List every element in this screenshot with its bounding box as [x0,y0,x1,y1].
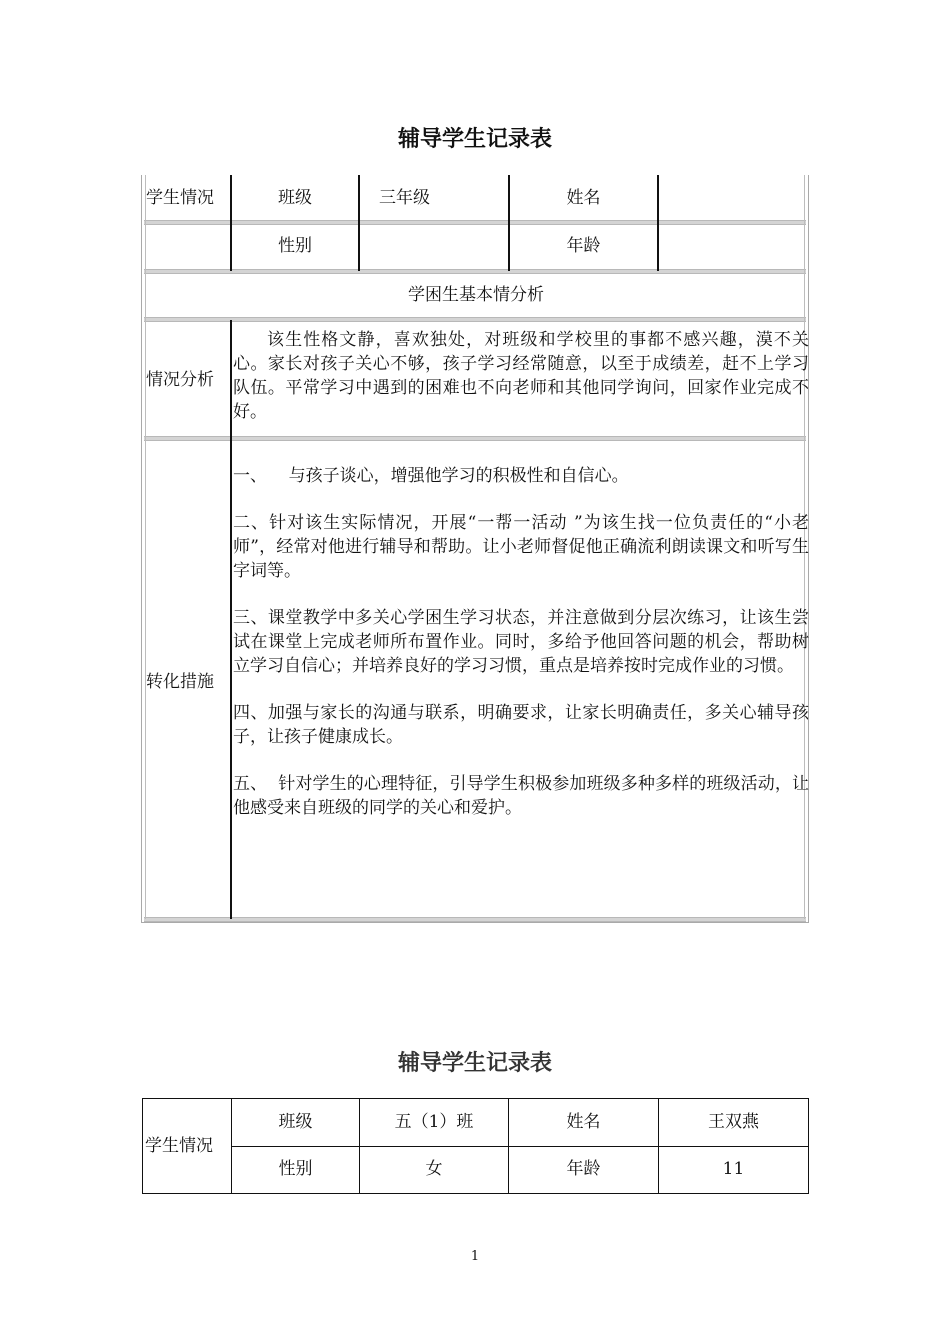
analysis-label: 情况分析 [146,370,214,390]
row-divider [144,436,806,441]
age-value: 11 [722,1159,745,1179]
row-divider [231,1146,808,1147]
age-label: 年龄 [566,1159,601,1179]
class-value: 五（1）班 [394,1112,474,1132]
page-number: 1 [470,1249,480,1264]
col-divider [230,439,232,919]
gender-value: 女 [425,1159,443,1179]
name-label: 姓名 [566,188,601,208]
row-divider [144,269,806,274]
name-label: 姓名 [566,1112,601,1132]
col-divider [657,175,659,271]
row-divider [144,917,806,922]
row-divider [144,220,806,225]
section-header: 学困生基本情分析 [408,285,544,305]
student-info-label: 学生情况 [146,188,214,208]
class-label: 班级 [278,1112,313,1132]
record-table-2 [142,1098,809,1194]
class-value: 三年级 [379,188,430,208]
measure-item: 一、 与孩子谈心，增强他学习的积极性和自信心。 [233,466,629,486]
age-label: 年龄 [566,236,601,256]
page-title-2: 辅导学生记录表 [397,1051,552,1076]
measure-item: 二、针对该生实际情况，开展“一帮一活动 ”为该生找一位负责任的“小老师”，经常对他进行辅导和帮助。让小老师督促他正确流利朗读课文和听写生字词等。 [233,513,809,581]
student-info-label: 学生情况 [145,1136,213,1156]
analysis-paragraph: 该生性格文静，喜欢独处，对班级和学校里的事都不感兴趣，漠不关心。家长对孩子关心不够，孩子学习经常随意，以至于成绩差，赶不上学习队伍。平常学习中遇到的困难也不向老师和其他同学询问，回家作业完成不好。 [233,330,809,422]
col-divider [358,175,360,271]
class-label: 班级 [278,188,312,208]
gender-label: 性别 [278,236,312,256]
col-divider [230,320,232,440]
measure-item: 五、 针对学生的心理特征，引导学生积极参加班级多种多样的班级活动，让他感受来自班级的同学的关心和爱护。 [233,774,809,818]
measure-item: 四、加强与家长的沟通与联系，明确要求，让家长明确责任，多关心辅导孩子，让孩子健康成长。 [233,703,809,747]
gender-label: 性别 [278,1159,313,1179]
analysis-text [233,328,809,424]
measure-item: 三、课堂教学中多关心学困生学习状态，并注意做到分层次练习，让该生尝试在课堂上完成老师所布置作业。同时，多给予他回答问题的机会，帮助树立学习自信心；并培养良好的学习习惯，重点是培养按时完成作业的习惯。 [233,608,809,676]
measures-list [233,464,809,820]
record-table-1 [141,175,809,923]
name-value: 王双燕 [708,1112,759,1132]
row-divider [144,317,806,322]
page-title: 辅导学生记录表 [397,127,552,152]
measures-label: 转化措施 [146,672,214,692]
